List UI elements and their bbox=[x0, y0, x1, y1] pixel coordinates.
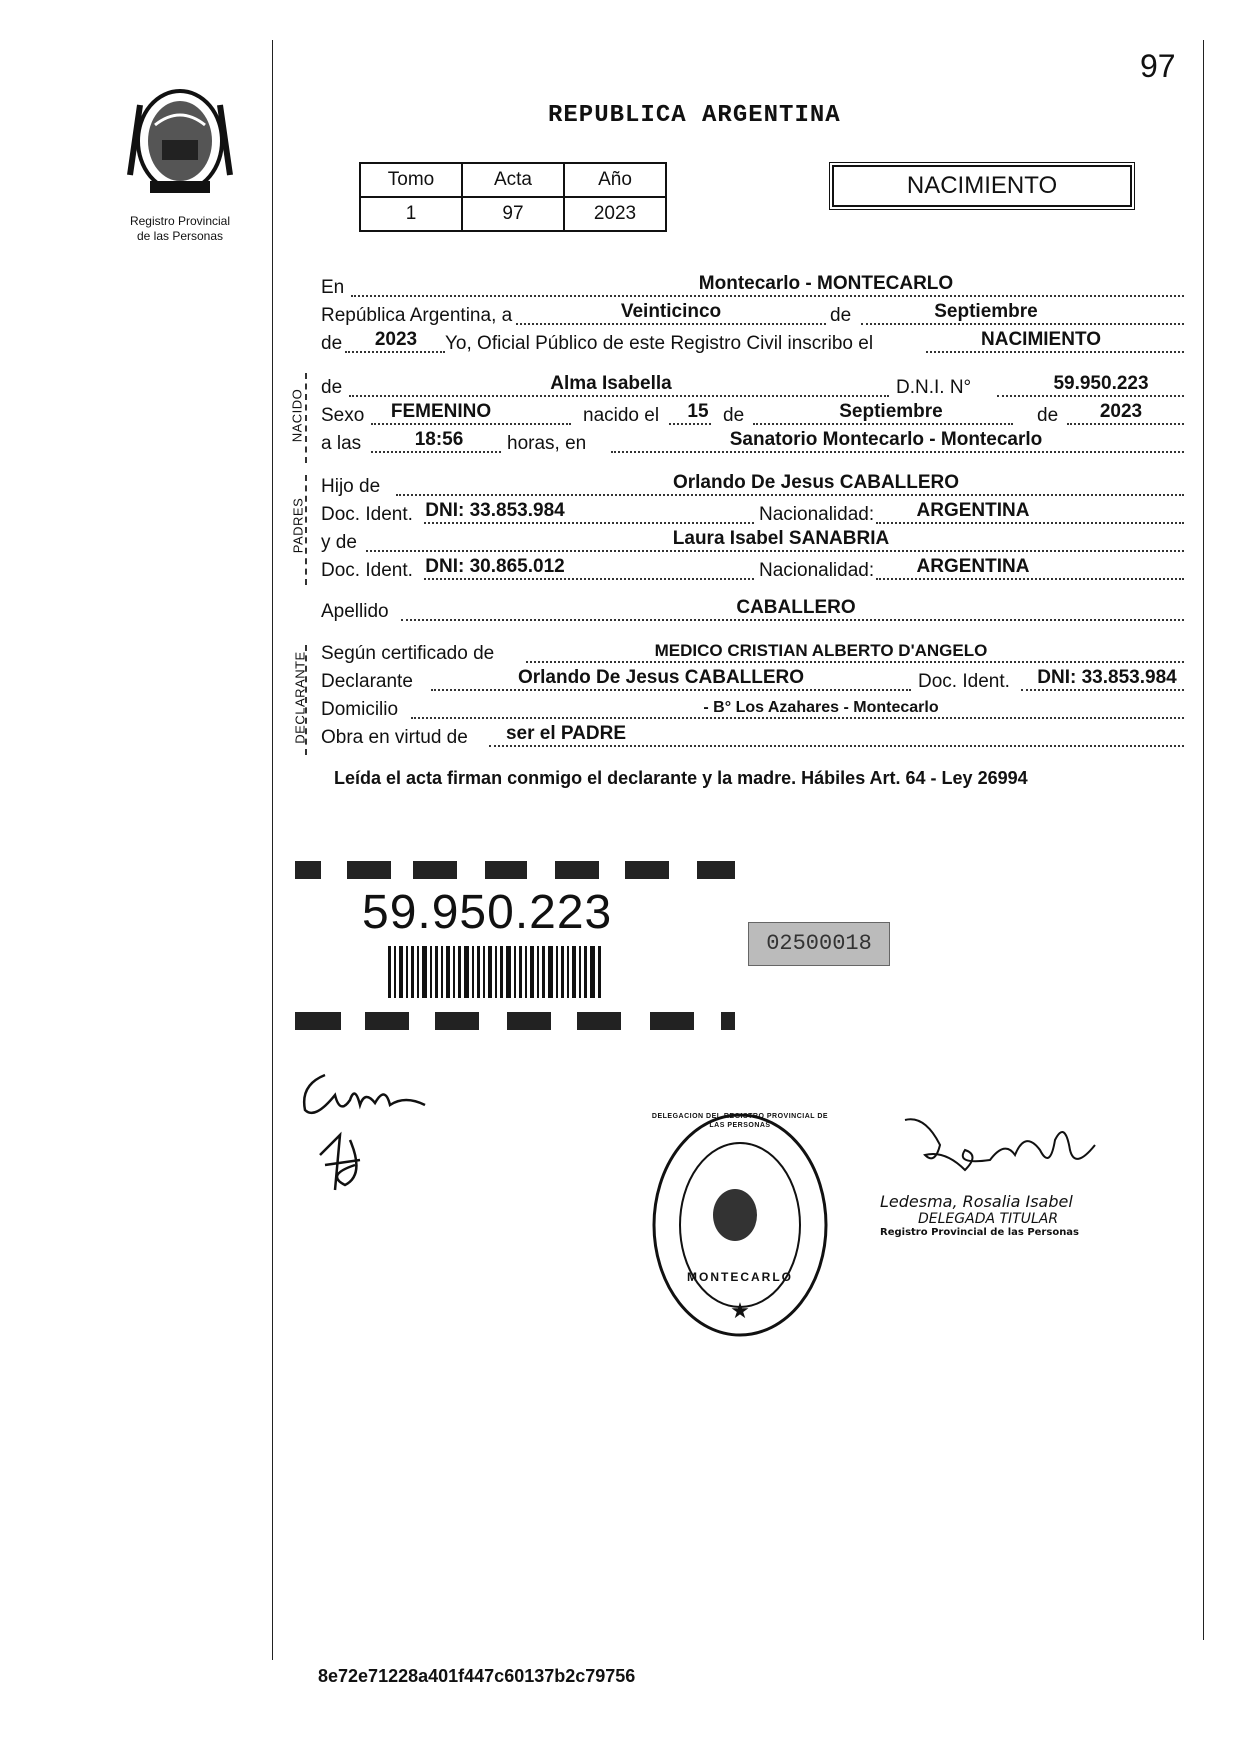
row-madre-doc bbox=[321, 558, 1184, 584]
obra-label: Obra en virtud de bbox=[321, 727, 468, 748]
row-madre bbox=[321, 530, 1184, 556]
row-padre-doc bbox=[321, 502, 1184, 528]
apellido-label: Apellido bbox=[321, 601, 389, 622]
row-oficial bbox=[321, 331, 1184, 357]
horas-label: horas, en bbox=[507, 433, 587, 454]
mother-nationality-value: ARGENTINA bbox=[916, 556, 1030, 577]
declarant-name-value: Orlando De Jesus CABALLERO bbox=[517, 667, 805, 688]
tomo-acta-table bbox=[359, 162, 667, 232]
sex-value: FEMENINO bbox=[390, 401, 492, 422]
barcode-number: 59.950.223 bbox=[362, 886, 613, 939]
surname-value: CABALLERO bbox=[736, 597, 856, 618]
month-value: Septiembre bbox=[934, 301, 1038, 322]
de-label: de bbox=[321, 377, 343, 398]
birth-year-value: 2023 bbox=[1099, 401, 1143, 422]
year-value: 2023 bbox=[374, 329, 418, 350]
declarant-doc-value: DNI: 33.853.984 bbox=[1037, 667, 1177, 688]
document-title: REPUBLICA ARGENTINA bbox=[548, 102, 841, 129]
nacionalidad-label: Nacionalidad: bbox=[759, 504, 875, 525]
birth-day-value: 15 bbox=[687, 401, 709, 422]
act-type-box: NACIMIENTO bbox=[832, 165, 1132, 207]
place-value: Montecarlo - MONTECARLO bbox=[698, 273, 954, 294]
child-dni-value: 59.950.223 bbox=[1053, 373, 1149, 394]
nacionalidad-label: Nacionalidad: bbox=[759, 560, 875, 581]
officer-office: Registro Provincial de las Personas bbox=[880, 1227, 1080, 1238]
acta-value: 97 bbox=[462, 197, 564, 231]
child-name-value: Alma Isabella bbox=[550, 373, 672, 394]
row-certificado bbox=[321, 641, 1184, 667]
en-label: En bbox=[321, 277, 345, 298]
birth-month-value: Septiembre bbox=[839, 401, 943, 422]
row-nombre bbox=[321, 375, 1184, 401]
right-margin-line bbox=[1203, 40, 1204, 1640]
row-obra bbox=[321, 725, 1184, 751]
de-label: de bbox=[1037, 405, 1059, 426]
svg-text:★: ★ bbox=[730, 1298, 750, 1323]
section-divider-padres bbox=[305, 475, 307, 585]
father-name-value: Orlando De Jesus CABALLERO bbox=[672, 472, 960, 493]
tomo-value: 1 bbox=[360, 197, 462, 231]
seal-city: MONTECARLO bbox=[687, 1270, 793, 1284]
birth-place-value: Sanatorio Montecarlo - Montecarlo bbox=[729, 429, 1043, 450]
oficial-text: Yo, Oficial Público de este Registro Civil inscribo el bbox=[445, 333, 874, 354]
y-de-label: y de bbox=[321, 532, 357, 553]
birth-hour-value: 18:56 bbox=[414, 429, 464, 450]
serial-stamp bbox=[748, 922, 890, 966]
official-seal bbox=[650, 1110, 830, 1340]
province-crest-icon bbox=[110, 85, 250, 205]
row-domicilio bbox=[321, 697, 1184, 723]
left-margin-line bbox=[272, 40, 273, 1660]
declarant-signature bbox=[295, 1055, 455, 1195]
security-strip-top bbox=[295, 857, 745, 883]
doc-label: Doc. Ident. bbox=[321, 504, 413, 525]
de-label: de bbox=[723, 405, 745, 426]
side-label-declarante: DECLARANTE bbox=[292, 651, 308, 744]
security-strip-bottom bbox=[295, 1008, 745, 1034]
registry-logo bbox=[110, 85, 250, 244]
officer-name: Ledesma, Rosalia Isabel bbox=[880, 1192, 1073, 1211]
doc-label: Doc. Ident. bbox=[321, 560, 413, 581]
de-label: de bbox=[830, 305, 852, 326]
domicilio-label: Domicilio bbox=[321, 699, 399, 720]
republica-label: República Argentina, a bbox=[321, 305, 513, 326]
declarante-label: Declarante bbox=[321, 671, 413, 692]
registry-caption-line2: de las Personas bbox=[136, 229, 224, 243]
officer-block bbox=[880, 1192, 1140, 1238]
doc-label: Doc. Ident. bbox=[918, 671, 1010, 692]
page-number: 97 bbox=[1140, 48, 1176, 84]
a-las-label: a las bbox=[321, 433, 362, 454]
officer-role: DELEGADA TITULAR bbox=[918, 1211, 1059, 1227]
acta-label: Acta bbox=[462, 163, 564, 197]
obra-value: ser el PADRE bbox=[505, 723, 627, 744]
tomo-label: Tomo bbox=[360, 163, 462, 197]
father-nationality-value: ARGENTINA bbox=[916, 500, 1030, 521]
section-divider-nacido bbox=[305, 373, 307, 463]
row-sexo bbox=[321, 403, 1184, 429]
father-doc-value: DNI: 33.853.984 bbox=[425, 500, 565, 521]
mother-name-value: Laura Isabel SANABRIA bbox=[672, 528, 890, 549]
nacido-label: nacido el bbox=[583, 405, 660, 426]
row-padre bbox=[321, 474, 1184, 500]
address-value: - B° Los Azahares - Montecarlo bbox=[703, 699, 939, 716]
de-label: de bbox=[321, 333, 343, 354]
row-en bbox=[321, 275, 1184, 301]
day-value: Veinticinco bbox=[620, 301, 722, 322]
row-hora bbox=[321, 431, 1184, 457]
hijo-label: Hijo de bbox=[321, 476, 381, 497]
serial-stamp-code: 02500018 bbox=[766, 931, 872, 956]
side-label-nacido: NACIDO bbox=[289, 388, 305, 443]
dni-label: D.N.I. N° bbox=[896, 377, 972, 398]
mother-doc-value: DNI: 30.865.012 bbox=[425, 556, 565, 577]
sexo-label: Sexo bbox=[321, 405, 365, 426]
anio-label: Año bbox=[564, 163, 666, 197]
section-divider-declarante bbox=[305, 645, 307, 755]
registry-caption-line1: Registro Provincial bbox=[129, 214, 231, 228]
legal-text: Leída el acta firman conmigo el declarante y la madre. Hábiles Art. 64 - Ley 26994 bbox=[334, 768, 1028, 788]
side-label-padres: PADRES bbox=[290, 497, 306, 554]
row-apellido bbox=[321, 599, 1184, 625]
row-declarante bbox=[321, 669, 1184, 695]
document-hash: 8e72e71228a401f447c60137b2c79756 bbox=[318, 1666, 636, 1686]
certificate-value: MEDICO CRISTIAN ALBERTO D'ANGELO bbox=[654, 641, 988, 660]
barcode bbox=[388, 946, 606, 998]
seal-emblem bbox=[650, 1110, 830, 1340]
seal-text: DELEGACION DEL REGISTRO PROVINCIAL DE LAS PERSONAS bbox=[651, 1113, 829, 1129]
segun-label: Según certificado de bbox=[321, 643, 495, 664]
act-kind-value: NACIMIENTO bbox=[981, 329, 1101, 350]
anio-value: 2023 bbox=[564, 197, 666, 231]
row-republica bbox=[321, 303, 1184, 329]
